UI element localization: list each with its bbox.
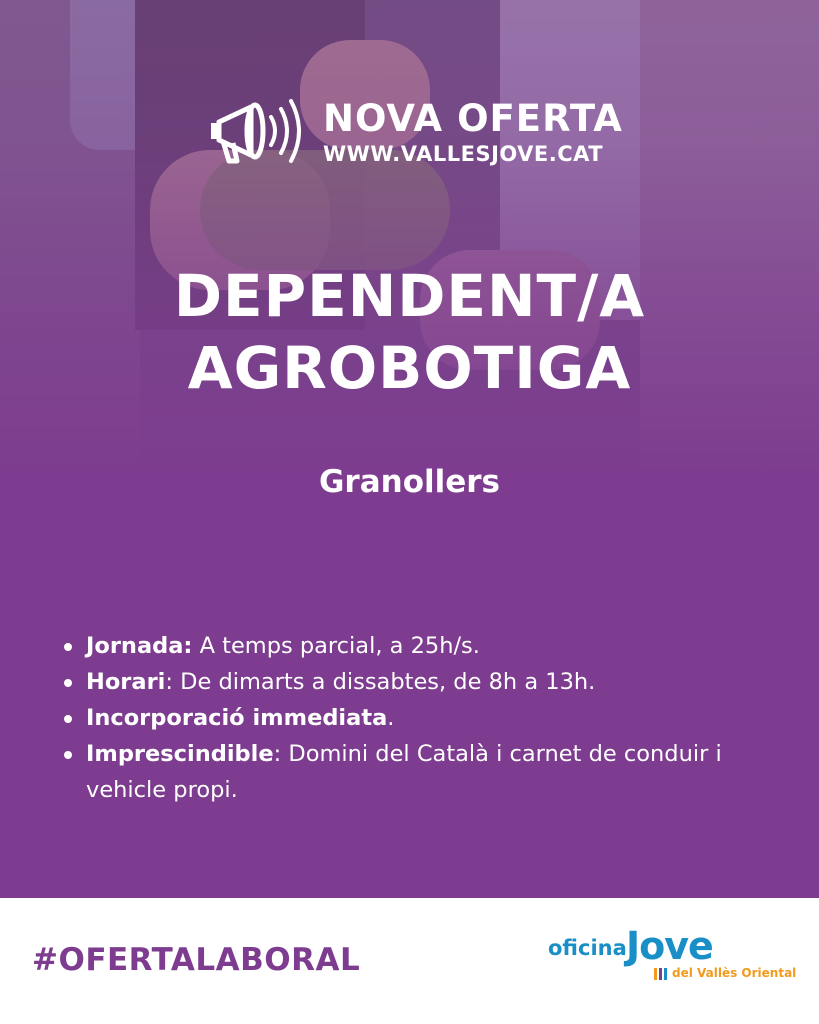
job-location: Granollers: [318, 464, 501, 500]
detail-item-jornada: [62, 628, 802, 664]
logo-word-oficina: oficina: [548, 936, 627, 960]
logo-bars-icon: [654, 968, 670, 980]
detail-text: : Domini del Català i carnet de conduir i vehicle propi.: [86, 741, 722, 803]
job-details-list: [62, 628, 802, 808]
oficina-jove-logo: [548, 924, 798, 992]
detail-item-imprescindible: [62, 736, 802, 808]
job-title-line-1: DEPENDENT/A: [173, 262, 646, 330]
detail-label: Horari: [86, 669, 166, 695]
detail-text: .: [387, 705, 395, 731]
detail-text: A temps parcial, a 25h/s.: [192, 633, 480, 659]
detail-label: Incorporació immediata: [86, 705, 388, 731]
footer: [0, 898, 819, 1024]
logo-word-jove: Jove: [626, 924, 713, 968]
megaphone-icon: [205, 95, 305, 167]
detail-item-horari: [62, 664, 802, 700]
hashtag[interactable]: #OFERTALABORAL: [32, 942, 361, 978]
detail-label: Jornada:: [86, 633, 193, 659]
offer-header: [205, 95, 625, 175]
detail-label: Imprescindible: [86, 741, 274, 767]
logo-region: del Vallès Oriental: [672, 966, 797, 980]
website-url[interactable]: WWW.VALLESJOVE.CAT: [323, 142, 604, 166]
new-offer-label: NOVA OFERTA: [323, 97, 623, 140]
detail-text: : De dimarts a dissabtes, de 8h a 13h.: [165, 669, 596, 695]
detail-item-incorporacio: [62, 700, 802, 736]
job-title-line-2: AGROBOTIGA: [187, 334, 632, 402]
